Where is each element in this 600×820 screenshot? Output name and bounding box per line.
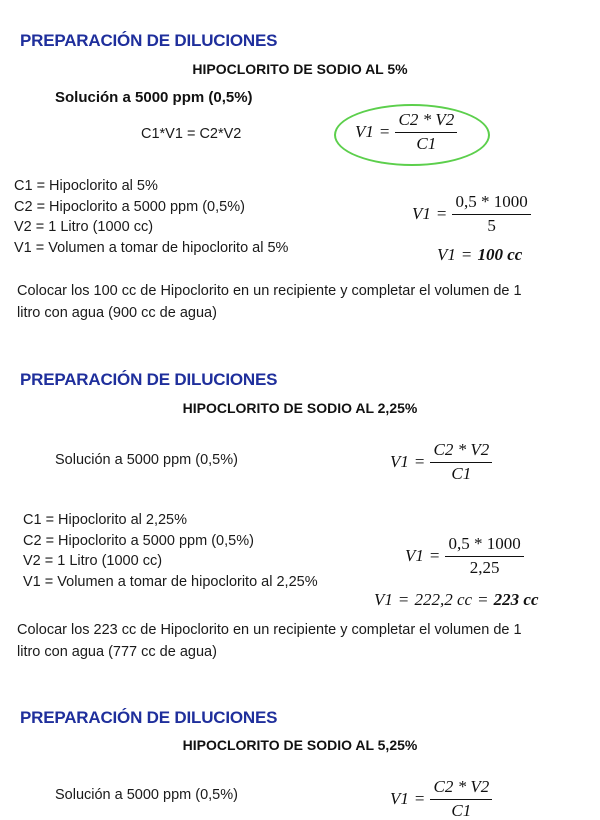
formula-numerator: C2 * V2 bbox=[430, 778, 492, 800]
formula-equals: = bbox=[414, 789, 425, 809]
instruction-paragraph bbox=[17, 619, 587, 663]
solution-label: Solución a 5000 ppm (0,5%) bbox=[55, 89, 253, 106]
calc-fraction bbox=[452, 193, 530, 235]
result-value: 223 cc bbox=[493, 590, 539, 609]
formula-fraction bbox=[395, 111, 457, 153]
base-equation: C1*V1 = C2*V2 bbox=[141, 126, 242, 142]
calc-denominator: 2,25 bbox=[469, 557, 500, 577]
result-value: 100 cc bbox=[477, 245, 523, 264]
formula-lhs: V1 bbox=[355, 122, 374, 142]
calc-numerator: 0,5 * 1000 bbox=[452, 193, 530, 215]
instruction-line: Colocar los 100 cc de Hipoclorito en un recipiente y completar el volumen de 1 bbox=[17, 283, 522, 299]
calc-lhs: V1 bbox=[405, 546, 424, 566]
calc-v1 bbox=[405, 535, 524, 577]
formula-v1 bbox=[390, 441, 492, 483]
instruction-line: litro con agua (900 cc de agua) bbox=[17, 305, 217, 321]
definition-item: V1 = Volumen a tomar de hipoclorito al 2,25% bbox=[23, 573, 318, 590]
definition-item: C1 = Hipoclorito al 2,25% bbox=[23, 512, 188, 528]
definitions-list bbox=[14, 176, 288, 258]
formula-v1 bbox=[390, 778, 492, 820]
formula-denominator: C1 bbox=[451, 800, 472, 820]
result-equals-2: = bbox=[478, 590, 488, 609]
calc-equals: = bbox=[436, 204, 447, 224]
formula-equals: = bbox=[379, 122, 390, 142]
section-title: PREPARACIÓN DE DILUCIONES bbox=[20, 708, 278, 727]
formula-lhs: V1 bbox=[390, 452, 409, 472]
calc-lhs: V1 bbox=[412, 204, 431, 224]
formula-denominator: C1 bbox=[416, 133, 437, 153]
definition-item: C2 = Hipoclorito a 5000 ppm (0,5%) bbox=[14, 198, 245, 215]
formula-equals: = bbox=[414, 452, 425, 472]
solution-label: Solución a 5000 ppm (0,5%) bbox=[55, 787, 238, 803]
result-equals: = bbox=[461, 245, 472, 264]
definitions-list bbox=[23, 510, 318, 592]
section-subtitle: HIPOCLORITO DE SODIO AL 5% bbox=[192, 61, 408, 77]
formula-numerator: C2 * V2 bbox=[430, 441, 492, 463]
instruction-paragraph bbox=[17, 280, 587, 324]
formula-numerator: C2 * V2 bbox=[395, 111, 457, 133]
section-title: PREPARACIÓN DE DILUCIONES bbox=[20, 31, 278, 50]
calc-fraction bbox=[445, 535, 523, 577]
result-intermediate: 222,2 cc bbox=[414, 590, 473, 609]
definition-item: V1 = Volumen a tomar de hipoclorito al 5% bbox=[14, 239, 289, 256]
instruction-line: Colocar los 223 cc de Hipoclorito en un recipiente y completar el volumen de 1 bbox=[17, 622, 522, 638]
formula-v1 bbox=[355, 111, 457, 153]
formula-fraction bbox=[430, 778, 492, 820]
definition-item: C2 = Hipoclorito a 5000 ppm (0,5%) bbox=[23, 532, 254, 549]
result-lhs: V1 bbox=[437, 245, 456, 264]
definition-item: V2 = 1 Litro (1000 cc) bbox=[14, 219, 154, 235]
instruction-line: litro con agua (777 cc de agua) bbox=[17, 644, 217, 660]
result-v1 bbox=[437, 245, 522, 265]
formula-lhs: V1 bbox=[390, 789, 409, 809]
section-subtitle: HIPOCLORITO DE SODIO AL 2,25% bbox=[182, 400, 418, 416]
calc-v1 bbox=[412, 193, 531, 235]
formula-fraction bbox=[430, 441, 492, 483]
result-lhs: V1 bbox=[374, 590, 393, 609]
definition-item: C1 = Hipoclorito al 5% bbox=[14, 178, 158, 194]
formula-denominator: C1 bbox=[451, 463, 472, 483]
solution-label: Solución a 5000 ppm (0,5%) bbox=[55, 452, 238, 468]
calc-numerator: 0,5 * 1000 bbox=[445, 535, 523, 557]
section-subtitle: HIPOCLORITO DE SODIO AL 5,25% bbox=[182, 737, 418, 753]
result-equals: = bbox=[398, 590, 409, 609]
section-title: PREPARACIÓN DE DILUCIONES bbox=[20, 370, 278, 389]
calc-denominator: 5 bbox=[487, 215, 496, 235]
calc-equals: = bbox=[429, 546, 440, 566]
result-v1 bbox=[374, 590, 539, 610]
definition-item: V2 = 1 Litro (1000 cc) bbox=[23, 553, 163, 569]
